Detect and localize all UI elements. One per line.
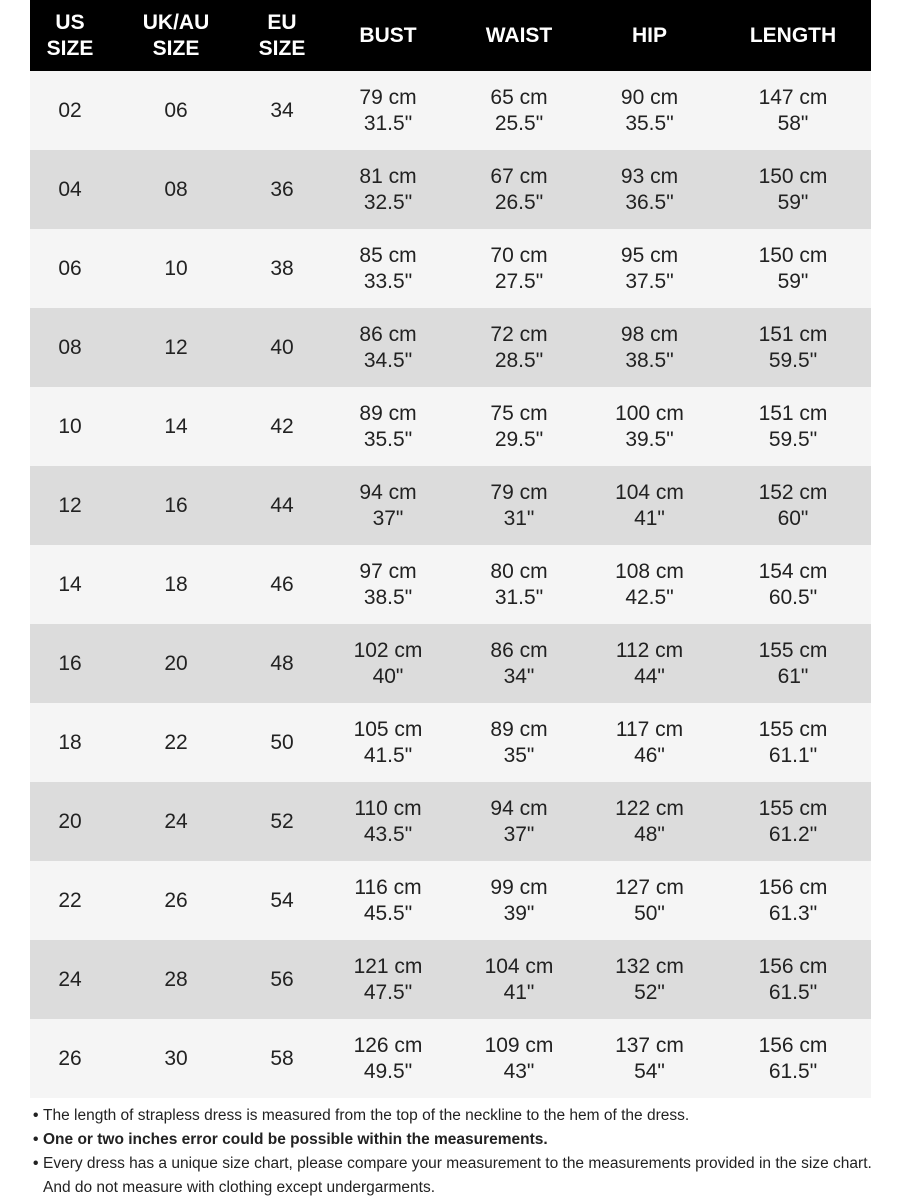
- hip-cm-value: 100 cm: [615, 401, 684, 425]
- bullet-dot: •: [33, 1155, 39, 1172]
- column-header: [110, 0, 242, 71]
- waist-cell: [454, 1019, 584, 1098]
- bust-inch-value: 47.5": [363, 980, 413, 1004]
- us-size-cell: 02: [58, 98, 82, 122]
- uk-au-size-cell: 22: [164, 730, 188, 754]
- hip-cm-value: 104 cm: [615, 480, 684, 504]
- bust-cm-value: 97 cm: [359, 559, 417, 583]
- note-item: [33, 1128, 873, 1152]
- us-size-cell: 14: [58, 572, 82, 596]
- waist-cm-value: 72 cm: [490, 322, 548, 346]
- bust-cell: [322, 308, 454, 387]
- bust-cell: [322, 703, 454, 782]
- table-row: [30, 703, 871, 782]
- bust-inch-value: 31.5": [363, 111, 413, 135]
- waist-inch-value: 43": [503, 1059, 535, 1083]
- hip-inch-value: 44": [634, 664, 665, 688]
- length-inch-value: 59.5": [768, 427, 818, 451]
- column-header-line2: SIZE: [258, 36, 306, 60]
- bust-inch-value: 34.5": [363, 348, 413, 372]
- uk-au-size-cell: 12: [164, 335, 188, 359]
- eu-size-cell: 38: [270, 256, 294, 280]
- length-cell: [715, 545, 871, 624]
- measurement-notes: [33, 1104, 873, 1200]
- bust-inch-value: 41.5": [363, 743, 413, 767]
- table-row: [30, 545, 871, 624]
- table-row: [30, 1019, 871, 1098]
- table-body: [30, 71, 871, 1098]
- length-inch-value: 59": [777, 190, 809, 214]
- hip-cm-value: 93 cm: [620, 164, 679, 188]
- waist-cell: [454, 940, 584, 1019]
- bust-inch-value: 33.5": [363, 269, 413, 293]
- waist-inch-value: 37": [503, 822, 535, 846]
- bust-cm-value: 110 cm: [354, 796, 422, 820]
- bust-cm-value: 94 cm: [359, 480, 417, 504]
- header-row: [30, 0, 871, 71]
- bullet-dot: •: [33, 1131, 39, 1148]
- uk-au-size-cell: 16: [164, 493, 188, 517]
- waist-inch-value: 28.5": [494, 348, 544, 372]
- us-size-cell: 12: [58, 493, 82, 517]
- length-cm-value: 151 cm: [758, 401, 828, 425]
- waist-cm-value: 94 cm: [490, 796, 548, 820]
- length-cm-value: 156 cm: [758, 1033, 828, 1057]
- length-cell: [715, 308, 871, 387]
- length-cell: [715, 624, 871, 703]
- bust-inch-value: 38.5": [363, 585, 413, 609]
- note-text: Every dress has a unique size chart, please compare your measurement to the measurements provided in the size chart. And do not measure with clothing except undergarments.: [43, 1155, 872, 1196]
- column-header-line2: SIZE: [46, 36, 94, 60]
- hip-cell: [584, 703, 715, 782]
- hip-cell: [584, 1019, 715, 1098]
- hip-cell: [584, 782, 715, 861]
- us-size-cell: 24: [58, 967, 82, 991]
- hip-cm-value: 108 cm: [615, 559, 684, 583]
- hip-cm-value: 137 cm: [615, 1033, 684, 1057]
- note-item: [33, 1104, 873, 1128]
- us-size-cell: 06: [58, 256, 82, 280]
- uk-au-size-cell: 10: [164, 256, 188, 280]
- length-inch-value: 59": [777, 269, 809, 293]
- table-row: [30, 150, 871, 229]
- hip-cm-value: 98 cm: [620, 322, 679, 346]
- length-inch-value: 60": [777, 506, 809, 530]
- length-cell: [715, 1019, 871, 1098]
- hip-inch-value: 52": [634, 980, 665, 1004]
- length-cm-value: 155 cm: [758, 638, 828, 662]
- table-row: [30, 782, 871, 861]
- waist-inch-value: 35": [503, 743, 535, 767]
- eu-size-cell: 58: [270, 1046, 294, 1070]
- eu-size-cell: 56: [270, 967, 294, 991]
- eu-size-cell: 40: [270, 335, 294, 359]
- hip-cell: [584, 624, 715, 703]
- table-header: [30, 0, 871, 71]
- length-cm-value: 155 cm: [758, 796, 828, 820]
- length-cm-value: 156 cm: [758, 875, 828, 899]
- bust-cm-value: 105 cm: [353, 717, 423, 741]
- length-cell: [715, 387, 871, 466]
- waist-cell: [454, 624, 584, 703]
- hip-inch-value: 48": [634, 822, 665, 846]
- waist-cell: [454, 387, 584, 466]
- uk-au-size-cell: 06: [164, 98, 188, 122]
- waist-cm-value: 80 cm: [490, 559, 548, 583]
- hip-cell: [584, 308, 715, 387]
- note-item: [33, 1152, 873, 1200]
- length-cell: [715, 71, 871, 150]
- hip-cm-value: 117 cm: [615, 717, 684, 741]
- bust-cell: [322, 71, 454, 150]
- length-cm-value: 150 cm: [758, 243, 828, 267]
- hip-cm-value: 122 cm: [615, 796, 684, 820]
- eu-size-cell: 36: [270, 177, 294, 201]
- length-cell: [715, 861, 871, 940]
- length-inch-value: 61.1": [768, 743, 818, 767]
- waist-cm-value: 67 cm: [490, 164, 548, 188]
- column-header: [322, 0, 454, 71]
- length-cm-value: 154 cm: [758, 559, 828, 583]
- eu-size-cell: 50: [270, 730, 294, 754]
- table-row: [30, 71, 871, 150]
- waist-inch-value: 25.5": [494, 111, 544, 135]
- bust-inch-value: 32.5": [363, 190, 413, 214]
- table-row: [30, 308, 871, 387]
- uk-au-size-cell: 08: [164, 177, 188, 201]
- hip-cm-value: 90 cm: [620, 85, 679, 109]
- bust-cm-value: 102 cm: [353, 638, 423, 662]
- bust-inch-value: 37": [372, 506, 404, 530]
- waist-inch-value: 34": [503, 664, 535, 688]
- length-inch-value: 61": [777, 664, 809, 688]
- bust-cm-value: 89 cm: [359, 401, 417, 425]
- length-cell: [715, 940, 871, 1019]
- eu-size-cell: 34: [270, 98, 294, 122]
- length-inch-value: 61.5": [768, 980, 818, 1004]
- bust-cell: [322, 624, 454, 703]
- hip-inch-value: 50": [634, 901, 665, 925]
- eu-size-cell: 44: [270, 493, 294, 517]
- waist-cm-value: 89 cm: [490, 717, 548, 741]
- waist-cell: [454, 545, 584, 624]
- length-cm-value: 147 cm: [758, 85, 828, 109]
- column-header-line1: US: [55, 10, 85, 34]
- column-header-line1: UK/AU: [142, 10, 210, 34]
- length-inch-value: 59.5": [768, 348, 818, 372]
- length-cm-value: 155 cm: [758, 717, 828, 741]
- length-cell: [715, 782, 871, 861]
- waist-cell: [454, 861, 584, 940]
- bust-cell: [322, 1019, 454, 1098]
- waist-cell: [454, 71, 584, 150]
- hip-inch-value: 41": [634, 506, 665, 530]
- bust-inch-value: 45.5": [363, 901, 413, 925]
- length-cell: [715, 703, 871, 782]
- column-header: [454, 0, 584, 71]
- length-cm-value: 152 cm: [758, 480, 828, 504]
- bust-cm-value: 86 cm: [359, 322, 417, 346]
- waist-inch-value: 26.5": [494, 190, 544, 214]
- uk-au-size-cell: 30: [164, 1046, 188, 1070]
- length-inch-value: 61.5": [768, 1059, 818, 1083]
- waist-inch-value: 27.5": [494, 269, 544, 293]
- size-chart-table: [30, 0, 871, 1098]
- hip-cell: [584, 150, 715, 229]
- us-size-cell: 22: [58, 888, 82, 912]
- hip-cell: [584, 861, 715, 940]
- uk-au-size-cell: 20: [164, 651, 188, 675]
- eu-size-cell: 46: [270, 572, 294, 596]
- bust-inch-value: 43.5": [363, 822, 413, 846]
- waist-cm-value: 99 cm: [490, 875, 548, 899]
- hip-inch-value: 42.5": [625, 585, 674, 609]
- table-row: [30, 624, 871, 703]
- hip-cell: [584, 229, 715, 308]
- column-header-line2: SIZE: [152, 36, 200, 60]
- hip-cell: [584, 71, 715, 150]
- table-row: [30, 940, 871, 1019]
- table-row: [30, 229, 871, 308]
- us-size-cell: 04: [58, 177, 82, 201]
- column-header-line1: EU: [267, 10, 297, 34]
- eu-size-cell: 42: [270, 414, 294, 438]
- hip-cm-value: 112 cm: [615, 638, 684, 662]
- hip-cm-value: 127 cm: [615, 875, 684, 899]
- hip-inch-value: 54": [634, 1059, 665, 1083]
- hip-inch-value: 36.5": [625, 190, 674, 214]
- length-inch-value: 58": [777, 111, 809, 135]
- length-inch-value: 61.3": [768, 901, 818, 925]
- column-header: [242, 0, 322, 71]
- bust-cm-value: 116 cm: [354, 875, 422, 899]
- waist-inch-value: 39": [503, 901, 535, 925]
- bust-cm-value: 121 cm: [353, 954, 423, 978]
- waist-cell: [454, 308, 584, 387]
- hip-cell: [584, 940, 715, 1019]
- waist-cm-value: 79 cm: [490, 480, 548, 504]
- hip-cell: [584, 387, 715, 466]
- eu-size-cell: 54: [270, 888, 294, 912]
- waist-cell: [454, 782, 584, 861]
- bust-cell: [322, 387, 454, 466]
- waist-cm-value: 86 cm: [490, 638, 548, 662]
- bust-cell: [322, 940, 454, 1019]
- bust-cm-value: 85 cm: [359, 243, 417, 267]
- waist-inch-value: 29.5": [494, 427, 544, 451]
- bust-inch-value: 49.5": [363, 1059, 413, 1083]
- bust-cell: [322, 861, 454, 940]
- table-row: [30, 387, 871, 466]
- waist-cm-value: 109 cm: [484, 1033, 554, 1057]
- waist-cm-value: 75 cm: [490, 401, 548, 425]
- column-header-line1: BUST: [359, 23, 417, 47]
- note-text: The length of strapless dress is measured from the top of the neckline to the hem of the dress.: [43, 1107, 690, 1124]
- column-header: [715, 0, 871, 71]
- eu-size-cell: 48: [270, 651, 294, 675]
- bullet-dot: •: [33, 1107, 39, 1124]
- bust-cm-value: 126 cm: [353, 1033, 423, 1057]
- column-header-line1: HIP: [631, 23, 667, 47]
- waist-cell: [454, 229, 584, 308]
- hip-cell: [584, 466, 715, 545]
- table-row: [30, 466, 871, 545]
- uk-au-size-cell: 18: [164, 572, 188, 596]
- us-size-cell: 10: [58, 414, 82, 438]
- waist-inch-value: 31": [503, 506, 535, 530]
- uk-au-size-cell: 28: [164, 967, 188, 991]
- length-cm-value: 151 cm: [758, 322, 828, 346]
- us-size-cell: 08: [58, 335, 82, 359]
- eu-size-cell: 52: [270, 809, 294, 833]
- bust-cm-value: 81 cm: [359, 164, 417, 188]
- waist-cell: [454, 466, 584, 545]
- waist-inch-value: 41": [503, 980, 535, 1004]
- length-cell: [715, 466, 871, 545]
- length-cell: [715, 150, 871, 229]
- waist-cm-value: 65 cm: [490, 85, 548, 109]
- length-cm-value: 156 cm: [758, 954, 828, 978]
- note-text: One or two inches error could be possible within the measurements.: [43, 1131, 548, 1148]
- bust-inch-value: 35.5": [363, 427, 413, 451]
- hip-cm-value: 132 cm: [615, 954, 684, 978]
- length-inch-value: 60.5": [768, 585, 818, 609]
- bust-cell: [322, 229, 454, 308]
- hip-inch-value: 35.5": [625, 111, 674, 135]
- bust-cell: [322, 150, 454, 229]
- waist-cm-value: 70 cm: [490, 243, 548, 267]
- hip-inch-value: 46": [634, 743, 665, 767]
- hip-inch-value: 38.5": [625, 348, 674, 372]
- waist-inch-value: 31.5": [494, 585, 544, 609]
- waist-cell: [454, 703, 584, 782]
- uk-au-size-cell: 24: [164, 809, 188, 833]
- uk-au-size-cell: 26: [164, 888, 188, 912]
- table-row: [30, 861, 871, 940]
- bust-cell: [322, 782, 454, 861]
- column-header-line1: LENGTH: [749, 23, 837, 47]
- column-header-line1: WAIST: [485, 23, 553, 47]
- bust-inch-value: 40": [372, 664, 404, 688]
- length-inch-value: 61.2": [768, 822, 818, 846]
- hip-inch-value: 39.5": [625, 427, 674, 451]
- us-size-cell: 26: [58, 1046, 82, 1070]
- column-header: [584, 0, 715, 71]
- uk-au-size-cell: 14: [164, 414, 188, 438]
- waist-cell: [454, 150, 584, 229]
- bust-cm-value: 79 cm: [359, 85, 417, 109]
- us-size-cell: 16: [58, 651, 82, 675]
- us-size-cell: 18: [58, 730, 82, 754]
- bust-cell: [322, 466, 454, 545]
- us-size-cell: 20: [58, 809, 82, 833]
- length-cm-value: 150 cm: [758, 164, 828, 188]
- length-cell: [715, 229, 871, 308]
- hip-cm-value: 95 cm: [620, 243, 679, 267]
- column-header: [30, 0, 110, 71]
- bust-cell: [322, 545, 454, 624]
- hip-inch-value: 37.5": [625, 269, 674, 293]
- waist-cm-value: 104 cm: [484, 954, 554, 978]
- hip-cell: [584, 545, 715, 624]
